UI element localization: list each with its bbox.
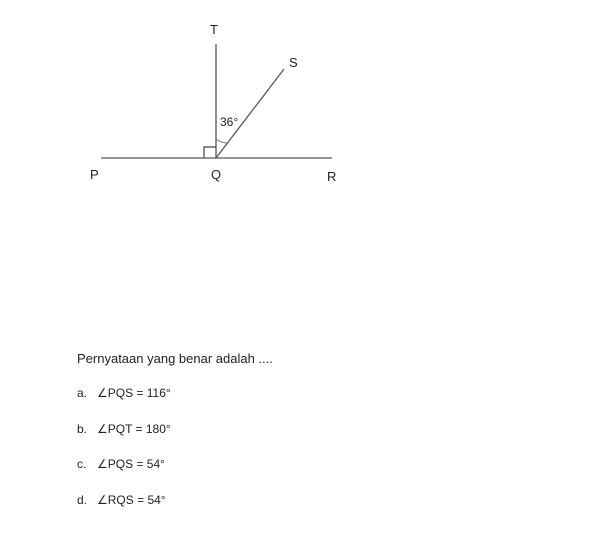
option-text: ∠PQT = 180° <box>97 421 171 436</box>
ray-qs <box>216 69 284 158</box>
point-label-r: R <box>327 169 337 184</box>
option-text: ∠PQS = 54° <box>97 457 165 471</box>
option-b[interactable] <box>77 422 171 458</box>
option-c[interactable] <box>77 457 171 493</box>
point-label-s: S <box>289 55 298 70</box>
point-label-p: P <box>90 167 99 182</box>
option-text: ∠PQS = 116° <box>97 386 171 400</box>
point-label-t: T <box>210 22 218 37</box>
option-letter: b. <box>77 421 88 436</box>
option-letter: c. <box>77 457 87 471</box>
angle-arc <box>216 139 227 143</box>
option-d[interactable] <box>77 493 171 529</box>
option-letter: d. <box>77 492 88 507</box>
point-label-q: Q <box>211 167 222 182</box>
option-text: ∠RQS = 54° <box>97 492 166 507</box>
angle-diagram <box>0 0 613 260</box>
option-letter: a. <box>77 386 88 400</box>
angle-label: 36° <box>220 115 239 129</box>
option-a[interactable] <box>77 386 171 422</box>
question-text: Pernyataan yang benar adalah .... <box>77 351 273 366</box>
answer-options <box>77 386 171 528</box>
right-angle-marker <box>204 147 216 158</box>
